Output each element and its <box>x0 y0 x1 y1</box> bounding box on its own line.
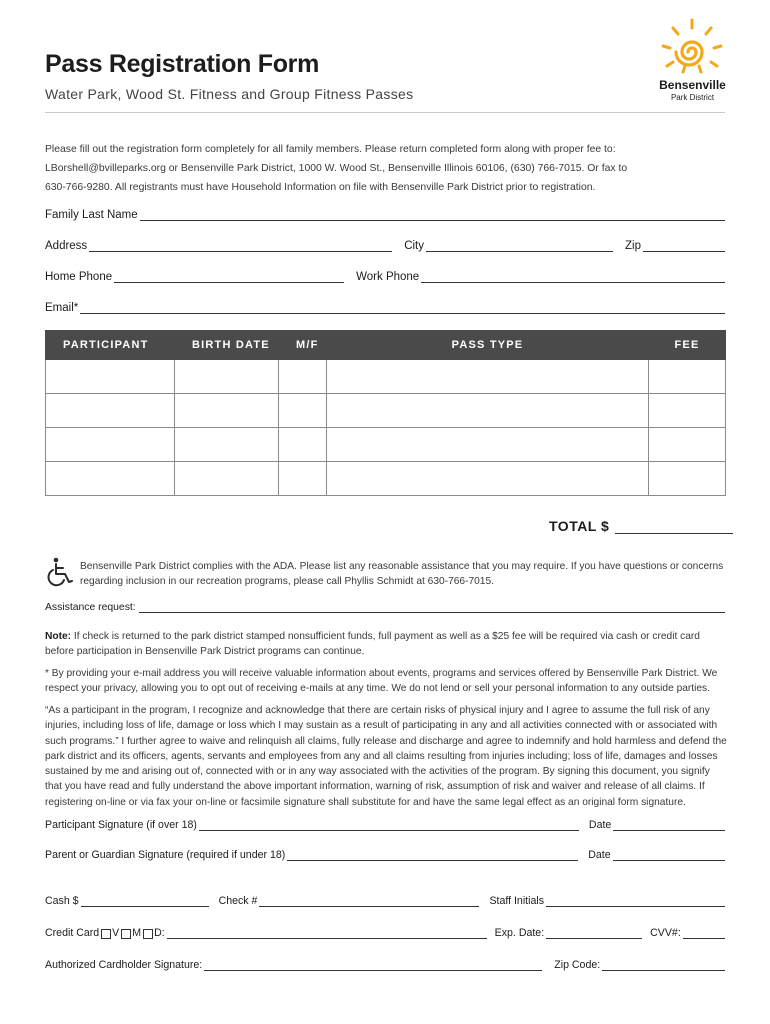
zip-code-label: Zip Code: <box>554 959 601 971</box>
mf-cell[interactable] <box>279 394 327 428</box>
mastercard-label: M <box>132 927 142 939</box>
mf-cell[interactable] <box>279 428 327 462</box>
staff-initials-label: Staff Initials <box>489 895 545 907</box>
address-field[interactable] <box>89 239 392 252</box>
cardholder-signature-row <box>45 955 725 971</box>
table-row <box>46 394 726 428</box>
sun-spiral-icon <box>655 18 730 78</box>
waiver-line: that you have read and fully understand the above important information, warning of risk, assumption of risk and waiver and release of all claims. If <box>45 781 705 793</box>
participant-date-field[interactable] <box>613 820 725 831</box>
exp-date-field[interactable] <box>546 928 642 939</box>
cardholder-signature-field[interactable] <box>204 960 542 971</box>
nsf-note <box>45 629 730 660</box>
total-field[interactable] <box>615 519 733 534</box>
work-phone-label: Work Phone <box>356 271 420 283</box>
waiver-line: injuries, including loss of life, damage or loss which I may sustain as a result of participating in any and all activities connected with or associated with <box>45 720 718 732</box>
city-field[interactable] <box>426 239 613 252</box>
note-text: If check is returned to the park district stamped nonsufficient funds, full payment as well as a $25 fee will be required via cash or credit card <box>71 631 700 642</box>
waiver-line: such programs.” I further agree to waive and relinquish all claims, fully release and discharge and agree to indemnify and hold harmless and defend the <box>45 735 727 747</box>
birth-date-cell[interactable] <box>175 360 279 394</box>
total-row <box>549 518 733 534</box>
home-phone-label: Home Phone <box>45 271 113 283</box>
mf-cell[interactable] <box>279 462 327 496</box>
participant-cell[interactable] <box>46 360 175 394</box>
payment-row <box>45 891 725 907</box>
mastercard-checkbox[interactable] <box>121 929 131 939</box>
pass-type-cell[interactable] <box>327 428 649 462</box>
pass-type-cell[interactable] <box>327 360 649 394</box>
wheelchair-accessibility-icon <box>45 556 75 588</box>
waiver-line: registering on-line or via fax your on-line or facsimile signature shall substitute for and have the same legal effect as an original form signature. <box>45 796 686 808</box>
address-row <box>45 236 725 252</box>
visa-checkbox[interactable] <box>101 929 111 939</box>
total-label: TOTAL $ <box>549 518 610 534</box>
table-header-row <box>46 331 726 360</box>
cardholder-signature-label: Authorized Cardholder Signature: <box>45 959 203 971</box>
liability-waiver <box>45 703 730 810</box>
email-privacy-notice <box>45 666 730 697</box>
participant-table <box>45 330 726 496</box>
waiver-line: park district and its officers, agents, servants and employees from any and all claims resulting from injuries including; loss of life, damages and losses <box>45 750 718 762</box>
table-row <box>46 428 726 462</box>
waiver-line: “As a participant in the program, I recognize and acknowledge that there are certain risks of physical injury and I agree to assume the full risk of any <box>45 705 710 716</box>
zip-code-field[interactable] <box>602 960 725 971</box>
family-last-name-field[interactable] <box>140 208 725 221</box>
note-label: Note: <box>45 631 72 642</box>
birth-date-cell[interactable] <box>175 394 279 428</box>
credit-card-row <box>45 923 725 939</box>
participant-cell[interactable] <box>46 462 175 496</box>
email-notice-line: * By providing your e-mail address you will receive valuable information about events, programs and services offered by Bensenville Park District. We <box>45 668 718 679</box>
check-label: Check # <box>218 895 258 907</box>
guardian-date-field[interactable] <box>613 850 725 861</box>
intro-line: 630-766-9280. All registrants must have Household Information on file with Bensenville Park District prior to registration. <box>45 182 596 193</box>
participant-signature-label: Participant Signature (if over 18) <box>45 819 197 831</box>
guardian-signature-row <box>45 845 725 861</box>
fee-cell[interactable] <box>649 360 726 394</box>
waiver-line: sustained by me and arising out of, connected with or in any way associated with the activities of the program. By signing this document, you signify <box>45 766 710 778</box>
date-label: Date <box>588 849 611 861</box>
ada-line: Bensenville Park District complies with the ADA. Please list any reasonable assistance that you may require. If you have questions or concerns <box>80 561 724 572</box>
email-field[interactable] <box>80 301 725 314</box>
check-number-field[interactable] <box>259 896 479 907</box>
date-label: Date <box>588 819 612 831</box>
zip-label: Zip <box>625 240 641 252</box>
ada-line: regarding inclusion in our recreation programs, please call Phyllis Schmidt at 630-766-7015. <box>80 576 494 587</box>
cash-label: Cash $ <box>45 895 79 907</box>
birth-date-cell[interactable] <box>175 462 279 496</box>
cash-field[interactable] <box>81 896 209 907</box>
park-district-logo <box>655 18 730 108</box>
column-header-birth-date: BIRTH DATE <box>175 331 279 360</box>
email-label: Email* <box>45 302 79 314</box>
cvv-label: CVV#: <box>650 927 681 939</box>
participant-cell[interactable] <box>46 394 175 428</box>
phone-row <box>45 267 725 283</box>
email-notice-line: respect your privacy, allowing you to opt out of receiving e-mails at any time. We do not lend or sell your personal information to any outside parties. <box>45 683 710 695</box>
intro-line: Please fill out the registration form completely for all family members. Please return completed form along with proper fee to: <box>45 144 616 155</box>
table-row <box>46 360 726 394</box>
pass-type-cell[interactable] <box>327 394 649 428</box>
fee-cell[interactable] <box>649 428 726 462</box>
visa-label: V <box>112 927 120 939</box>
discover-label: D: <box>154 927 165 939</box>
card-number-field[interactable] <box>167 928 487 939</box>
fee-cell[interactable] <box>649 394 726 428</box>
column-header-fee: FEE <box>649 331 726 360</box>
mf-cell[interactable] <box>279 360 327 394</box>
column-header-mf: M/F <box>279 331 327 360</box>
participant-cell[interactable] <box>46 428 175 462</box>
zip-field[interactable] <box>643 239 725 252</box>
table-row <box>46 462 726 496</box>
guardian-signature-label: Parent or Guardian Signature (required if under 18) <box>45 849 286 861</box>
staff-initials-field[interactable] <box>546 896 725 907</box>
birth-date-cell[interactable] <box>175 428 279 462</box>
assistance-request-field[interactable] <box>139 602 725 613</box>
column-header-participant: PARTICIPANT <box>46 331 175 360</box>
logo-name: Bensenville <box>659 78 726 92</box>
participant-signature-row <box>45 815 725 831</box>
guardian-signature-field[interactable] <box>287 850 578 861</box>
work-phone-field[interactable] <box>421 270 725 283</box>
city-label: City <box>404 240 424 252</box>
family-last-name-label: Family Last Name <box>45 209 138 221</box>
address-label: Address <box>45 240 88 252</box>
fee-cell[interactable] <box>649 462 726 496</box>
page-subtitle: Water Park, Wood St. Fitness and Group Fitness Passes <box>45 86 414 102</box>
logo-subtitle: Park District <box>670 93 715 102</box>
ada-notice <box>80 559 730 589</box>
page-title: Pass Registration Form <box>45 50 320 78</box>
cvv-field[interactable] <box>683 928 725 939</box>
note-text: before participation in Bensenville Park District programs can continue. <box>45 646 365 658</box>
assistance-request-label: Assistance request: <box>45 602 136 613</box>
pass-type-cell[interactable] <box>327 462 649 496</box>
intro-text <box>45 140 735 197</box>
discover-checkbox[interactable] <box>143 929 153 939</box>
participant-signature-field[interactable] <box>199 820 579 831</box>
assistance-request-row <box>45 602 725 613</box>
exp-date-label: Exp. Date: <box>494 927 545 939</box>
email-row <box>45 298 725 314</box>
family-last-name-row <box>45 205 725 221</box>
credit-card-label: Credit Card <box>45 927 100 939</box>
home-phone-field[interactable] <box>114 270 344 283</box>
intro-line: LBorshell@bvilleparks.org or Bensenville Park District, 1000 W. Wood St., Bensenville Illinois 60106, (630) 766-7015. Or fax to <box>45 163 628 174</box>
column-header-pass-type: PASS TYPE <box>327 331 649 360</box>
header-divider <box>45 112 725 113</box>
